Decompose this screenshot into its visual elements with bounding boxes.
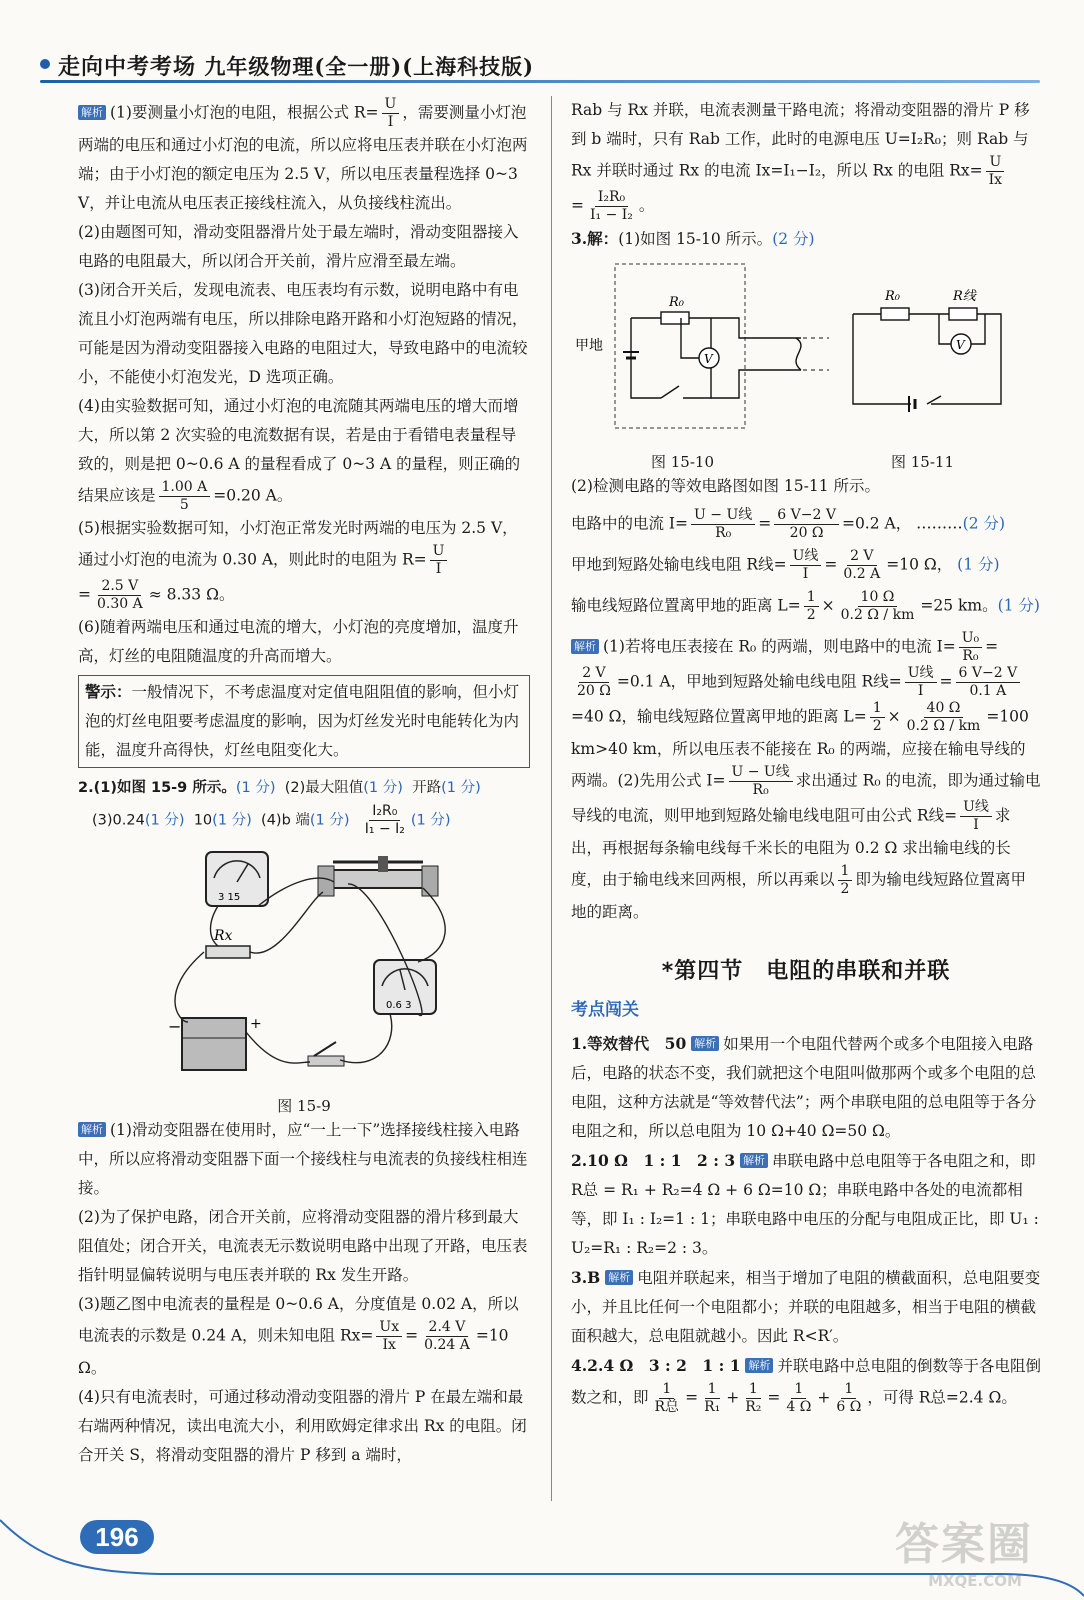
text: ，可得 R总=2.4 Ω。 [867,1388,1017,1407]
analysis-paragraph-4 [78,392,530,514]
numerator: I₂R₀ [369,803,400,821]
text: (4)由实验数据可知，通过小灯泡的电流随其两端电压的增大而增大，所以第 2 次实验的电流数据有误，若是由于看错电表量程导致的，则是把 0~0.6 A 的量程看成了 0~3 A 的量程，则正确的结果应该是 [78,397,521,505]
header-dot-icon [40,59,50,69]
score: (1 分) [212,812,252,829]
text: = [685,1388,699,1407]
fraction [701,1381,723,1416]
numerator: 1 [659,1381,674,1399]
fraction [905,665,937,700]
numerator: 1 [791,1381,806,1399]
header-brand: 走向中考考场 [58,54,197,80]
battery-minus: − [168,1017,182,1036]
denominator: Ix [988,172,1003,188]
numerator: U线 [905,665,937,683]
denominator: I [435,561,442,577]
score: (1 分) [997,596,1040,615]
resistor-rx-icon [206,928,250,958]
denominator: 20 Ω [789,525,824,541]
numerator: 2.5 V [98,578,141,596]
figure-15-11-caption: 图 15-11 [891,453,955,471]
denominator: R₀ [752,782,769,798]
rx-label: Rx [214,928,233,944]
numerator: 2 V [579,665,608,683]
fraction [159,479,211,514]
q2-analysis-4: (4)只有电流表时，可通过移动滑动变阻器的滑片 P 在最左端和最右端两种情况，读出电流大小，利用欧姆定律求出 Rx 的电阻。闭合开关 S，将滑动变阻器的滑片 P 移到 a 端时， [78,1388,527,1464]
denominator: R₀ [962,648,979,664]
warning-label: 警示： [85,683,132,701]
equation-distance [571,589,1041,624]
numerator: 1 [841,1381,856,1399]
denominator: I [917,683,924,699]
page-header [40,50,1040,90]
analysis-tag: 解析 [78,105,106,120]
text: =100 km>40 km，所以电压表不能接在 R₀ 的两端，应接在输电导线的两端。(2)先用公式 I= [571,707,1029,790]
denominator: 20 Ω [577,683,611,699]
watermark-text: 答案圈 [895,1519,1033,1570]
fraction [804,589,819,624]
score: (2 分) [962,514,1006,533]
fraction [783,1381,814,1416]
text: =10 Ω， [886,555,953,574]
denominator: 2 [806,607,816,623]
fig11-rx-label: R线 [953,289,976,304]
q3-head [571,224,1041,254]
fig10-v-label: V [704,352,713,366]
fraction [382,96,400,131]
text: 2.(1)如图 15-9 所示。 [78,780,236,796]
fraction [904,700,984,735]
text: =40 Ω，输电线短路位置离甲地的距离 L= [571,707,867,726]
numerator: I₂R₀ [595,189,628,207]
kd-answer-1 [571,1029,1041,1146]
analysis-tag: 解析 [571,639,599,654]
kd-answer-2 [571,1146,1041,1263]
text: (1)若将电压表接在 R₀ 的两端，则电路中的电流 I= [603,637,956,656]
numerator: 1.00 A [159,479,211,497]
numerator: Ux [376,1319,402,1337]
denominator: 2 [872,718,882,734]
text: 并联电路中总电阻的倒数等于各电阻倒数之和，即 [571,1357,1041,1407]
numerator: U [986,154,1004,172]
fraction [574,665,614,700]
equation-current: 电路中的电流 I= $\frac{\text{U − U线}}{\text{R₀}}$ = $\frac{6 V-2 V}{20 \Omega}$ =0.2 A， ………(2 分) [571,507,1006,541]
fraction [986,154,1005,189]
numerator: 1 [838,863,853,881]
analysis-tag: 解析 [605,1270,633,1285]
numerator: 2 V [847,548,876,566]
fraction [691,507,755,542]
fig11-r0-label: R₀ [885,289,900,304]
answer: 1.等效替代 50 [571,1034,687,1053]
rheostat-icon [318,856,438,896]
text: 求出通过 R₀ 的电流，即为通过输电导线的电流，则甲地到短路处输电线电阻可由公式 R线= [571,771,1041,825]
header-title [58,50,534,81]
analysis-paragraph-6: (6)随着两端电压和通过电流的增大，小灯泡的亮度增加，温度升高，灯丝的电阻随温度的升高而增大。 [78,618,519,665]
voltmeter-scale: 3 15 [218,892,241,903]
text: 电阻并联起来，相当于增加了电阻的横截面积，总电阻要变小，并且比任何一个电阻都小；并联的电阻越多，相当于电阻的横截面积越大，总电阻就越小。因此 R<R′。 [571,1269,1041,1345]
numerator: 6 V−2 V [774,507,839,525]
text: 如果用一个电阻代替两个或多个电阻接入电路后，电路的状态不变，我们就把这个电阻叫做那两个或多个电阻的总电阻，这种方法就是“等效替代法”；两个串联电阻的总电阻等于各分电阻之和，所以总电阻为 10 Ω+40 Ω=50 Ω。 [571,1035,1037,1140]
numerator: U线 [960,799,992,817]
ammeter-scale: 0.6 3 [386,1000,412,1011]
denominator: R₁ [704,1399,721,1415]
left-column [78,96,530,1470]
right-column [571,96,1041,1416]
analysis-paragraph-3: (3)闭合开关后，发现电流表、电压表均有示数，说明电路中有电流且小灯泡两端有电压，所以排除电路开路和小灯泡短路的情况，可能是因为滑动变阻器接入电路的电阻过大，导致电路中的电流较小，不能使小灯泡发光，D 选项正确。 [78,281,528,386]
analysis-paragraph-2: (2)由题图可知，滑动变阻器滑片处于最左端时，滑动变阻器接入电路的电阻最大，所以闭合开关前，滑片应滑至最左端。 [78,223,519,270]
denominator: 0.1 A [969,683,1007,699]
text: = [405,1326,419,1345]
section-title: *第四节 电阻的串联和并联 [661,959,951,984]
text: × [821,596,835,615]
denominator: I₁ − I₂ [364,821,405,837]
fraction [870,700,885,735]
denominator: I [802,566,809,582]
figure-15-9-caption: 图 15-9 [277,1097,331,1115]
column-divider [551,96,552,1501]
numerator: U₀ [959,630,982,648]
circuit-diagrams [571,258,1041,438]
figure-15-10 [575,264,829,428]
denominator: R₂ [745,1399,762,1415]
text: (1)滑动变阻器在使用时，应“一上一下”选择接线柱接入电路中，所以应将滑动变阻器下面一个接线柱与电流表的负接线柱相连接。 [78,1121,528,1197]
battery-icon [168,1016,262,1070]
score: (1 分) [410,812,451,829]
text: 10 [193,812,213,829]
analysis-tag: 解析 [740,1153,768,1168]
denominator: 0.2 Ω / km [906,718,981,734]
score: (1 分) [363,780,403,796]
text: =0.2 A， [841,514,912,533]
numerator: 1 [746,1381,761,1399]
text: 开路 [412,780,442,796]
text: 3.解： [571,229,619,248]
fraction [960,799,992,834]
text: 即为输电线短路位置离甲地的距离。 [571,870,1026,921]
fig11-v-label: V [956,338,965,352]
denominator: I [973,817,979,833]
numerator: 2.4 V [426,1319,469,1337]
score: (1 分) [957,555,1000,574]
figure-15-9 [78,842,530,1115]
answer: 2.10 Ω 1 : 1 2 : 3 [571,1151,736,1170]
numerator: 10 Ω [858,589,898,607]
analysis-tag: 解析 [78,1122,106,1137]
kd-answer-4: 4.2.4 Ω 3 : 2 1 : 1 解析 并联电路中总电阻的倒数等于各电阻倒数之和，即 $\frac{1}{\text{R总}}$ = $\frac{1}{\text{R₁}}$ + $\frac{1}{\text{R₂}}$ = $\frac{1}{4 \Omega}$ + $\frac{1}{6 \Omega}$ ，可得 R总=2.4 Ω。 [571,1356,1041,1415]
text: Rab 与 Rx 并联，电流表测量干路电流；将滑动变阻器的滑片 P 移到 b 端时，只有 Rab 工作，此时的电源电压 U=I₂R₀；则 Rab 与 Rx 并联时通过 Rx 的电流 Ix=I₁−I₂，所以 Rx 的电阻 Rx= [571,101,1030,180]
voltmeter-icon [206,852,268,906]
text: 求出，再根据每条输电线每千米长的电阻为 0.2 Ω 求出输电线的长度，由于输电线来回两根，所以再乘以 [571,806,1011,889]
denominator: 0.30 A [97,596,143,612]
denominator: 5 [179,497,189,513]
score: (1 分) [441,780,481,796]
subsection-label: 考点闯关 [571,1000,639,1020]
fraction [376,1319,402,1354]
q3-analysis: 解析 (1)若将电压表接在 R₀ 的两端，则电路中的电流 I= $\frac{\text{U₀}}{\text{R₀}}$ = $\frac{2 V}{20 \Omega}$ =0.1 A，甲地到短路处输电线电阻 R线= $\frac{\text{U线}}{I}$ = $\frac{6 V-2 V}{0.1 A}$ =40 Ω，输电线短路位置离甲地的距离 L= $\frac{1}{2}$ × $\frac{40 \Omega}{0.2 \Omega / km}$ =100 km>40 km，所以电压表不能接在 R₀ 的两端，应接在输电导线的两端。(2)先用公式 I= $\frac{\text{U − U线}}{\text{R₀}}$ 求出通过 R₀ 的电流，即为通过输电导线的电流，则甲地到短路处输电线电阻可由公式 R线= $\frac{\text{U线}}{I}$ 求出，再根据每条输电线每千米长的电阻为 0.2 Ω 求出输电线的长度，由于输电线来回两根，所以再乘以 $\frac{1}{2}$ 即为输电线短路位置离甲地的距离。 [571,630,1041,921]
fraction [790,548,822,583]
denominator: I [387,114,394,130]
analysis-tag: 解析 [691,1036,719,1051]
header-subtitle: 九年级物理(全一册)(上海科技版) [204,54,535,79]
fraction [742,1381,764,1416]
text: = [78,585,91,604]
text: = [571,196,584,215]
numerator: 1 [705,1381,720,1399]
text: =10 Ω。 [78,1326,509,1377]
warning-text: 一般情况下，不考虑温度对定值电阻阻值的影响，但小灯泡的灯丝电阻要考虑温度的影响，因为灯丝发光时电能转化为内能，温度升高得快，灯丝电阻变化大。 [85,683,520,759]
fraction [652,1381,683,1416]
text: 。 [638,196,655,215]
fraction [587,189,636,224]
q2-analysis-2: (2)为了保护电路，闭合开关前，应将滑动变阻器的滑片移到最大阻值处；闭合开关，电流表无示数说明电路中出现了开路，电压表指针明显偏转说明与电压表并联的 Rx 发生开路。 [78,1208,528,1284]
circuit-photo-illustration [78,842,530,1082]
fraction [838,589,918,624]
numerator: 6 V−2 V [956,665,1021,683]
fraction [729,764,793,799]
leader-dots: ……… [916,514,963,533]
page-number: 196 [80,1520,154,1554]
text: (3)0.24 [92,812,145,829]
text: 输电线短路位置离甲地的距离 L= [571,596,801,615]
q3-part-2: (2)检测电路的等效电路图如图 15-11 所示。 [571,477,880,495]
fraction [838,863,853,898]
denominator: R总 [654,1399,680,1415]
equation-resistance: 甲地到短路处输电线电阻 R线= $\frac{\text{U线}}{I}$ = $\frac{2 V}{0.2 A}$ =10 Ω， (1 分) [571,548,1000,582]
fraction [833,1381,864,1416]
text: (3)题乙图中电流表的量程是 0~0.6 A，分度值是 0.02 A，所以电流表的示数是 0.24 A，则未知电阻 Rx= [78,1295,519,1345]
denominator: 0.2 A [843,566,881,582]
analysis-paragraph-1 [78,96,530,218]
answer: 4.2.4 Ω 3 : 2 1 : 1 [571,1356,741,1375]
numerator: 1 [804,589,819,607]
denominator: 0.24 A [424,1337,470,1353]
denominator: 0.2 Ω / km [840,607,915,623]
battery-plus: + [250,1016,262,1032]
denominator: R₀ [715,525,732,541]
text: (4)b 端 [261,812,310,829]
numerator: U [430,543,448,561]
denominator: Ix [382,1337,396,1353]
fraction [430,543,448,578]
score: (1 分) [309,812,350,829]
analysis-paragraph-5 [78,514,530,613]
answer: 3.B [571,1268,601,1287]
q2-analysis-4-cont [571,96,1041,224]
numerator: 40 Ω [924,700,964,718]
figure-captions [571,448,1041,472]
switch-icon [308,1042,344,1066]
warning-box [78,675,530,768]
score: (1 分) [235,780,276,796]
text: (5)根据实验数据可知，小灯泡正常发光时两端的电压为 2.5 V，通过小灯泡的电流为 0.30 A，则此时的电阻为 R= [78,519,518,569]
figures-15-10-15-11 [571,258,1041,471]
text: =0.20 A。 [213,486,293,505]
text: (1)如图 15-10 所示。 [618,230,773,248]
text: =0.1 A，甲地到短路处输电线电阻 R线= [616,672,902,691]
figure-15-10-caption: 图 15-10 [651,453,715,471]
text: 串联电路中总电阻等于各电阻之和，即 R总 = R₁ + R₂=4 Ω + 6 Ω=10 Ω；串联电路中各处的电流都相等，即 I₁ : I₂=1 : 1；串联电路中电压的分配与电阻成正比，即 U₁ : U₂=R₁ : R₂=2 : 3。 [571,1152,1039,1257]
q2-analysis-1 [78,1116,530,1203]
numerator: U − U线 [729,764,793,782]
header-rule [40,80,1040,83]
fraction [959,630,982,665]
figure-15-11 [853,289,1001,412]
analysis-tag: 解析 [745,1358,773,1373]
text: 甲地到短路处输电线电阻 R线= [571,555,787,574]
text: 电路中的电流 I= [571,514,689,533]
text: (2)最大阻值 [284,780,364,796]
q2-answer-line-2 [78,803,530,838]
text: + [726,1388,740,1407]
watermark-url: MXQE.COM [928,1572,1022,1590]
numerator: U [382,96,400,114]
score: (2 分) [772,230,815,248]
q2-answer-line-1 [78,774,530,803]
text: ≈ 8.33 Ω。 [148,585,235,604]
fraction [956,665,1021,700]
denominator: 6 Ω [836,1399,862,1415]
kd-answer-3 [571,1263,1041,1351]
fraction [840,548,883,583]
numerator: U − U线 [691,507,755,525]
fraction [774,507,839,542]
text: =25 km。 [920,596,998,615]
fraction [94,578,146,613]
score: (1 分) [144,812,185,829]
numerator: 1 [870,700,885,718]
jiadi-label: 甲地 [575,338,603,354]
fig10-r0-label: R₀ [669,295,684,310]
fraction [421,1319,473,1354]
numerator: U线 [790,548,822,566]
text: (1)要测量小灯泡的电阻，根据公式 R= [110,103,379,122]
denominator: 2 [840,881,850,897]
denominator: I₁ − I₂ [590,207,633,223]
text: ，需要测量小灯泡两端的电压和通过小灯泡的电流，所以应将电压表并联在小灯泡两端；由于小灯泡的额定电压为 2.5 V，所以电压表量程选择 0~3 V，并让电流从电压表正接线柱流入，从负接线柱流出。 [78,103,528,212]
watermark-logo [895,1508,1055,1588]
ammeter-icon [374,960,436,1014]
fraction [362,803,408,838]
denominator: 4 Ω [786,1399,812,1415]
q2-analysis-3 [78,1290,530,1383]
